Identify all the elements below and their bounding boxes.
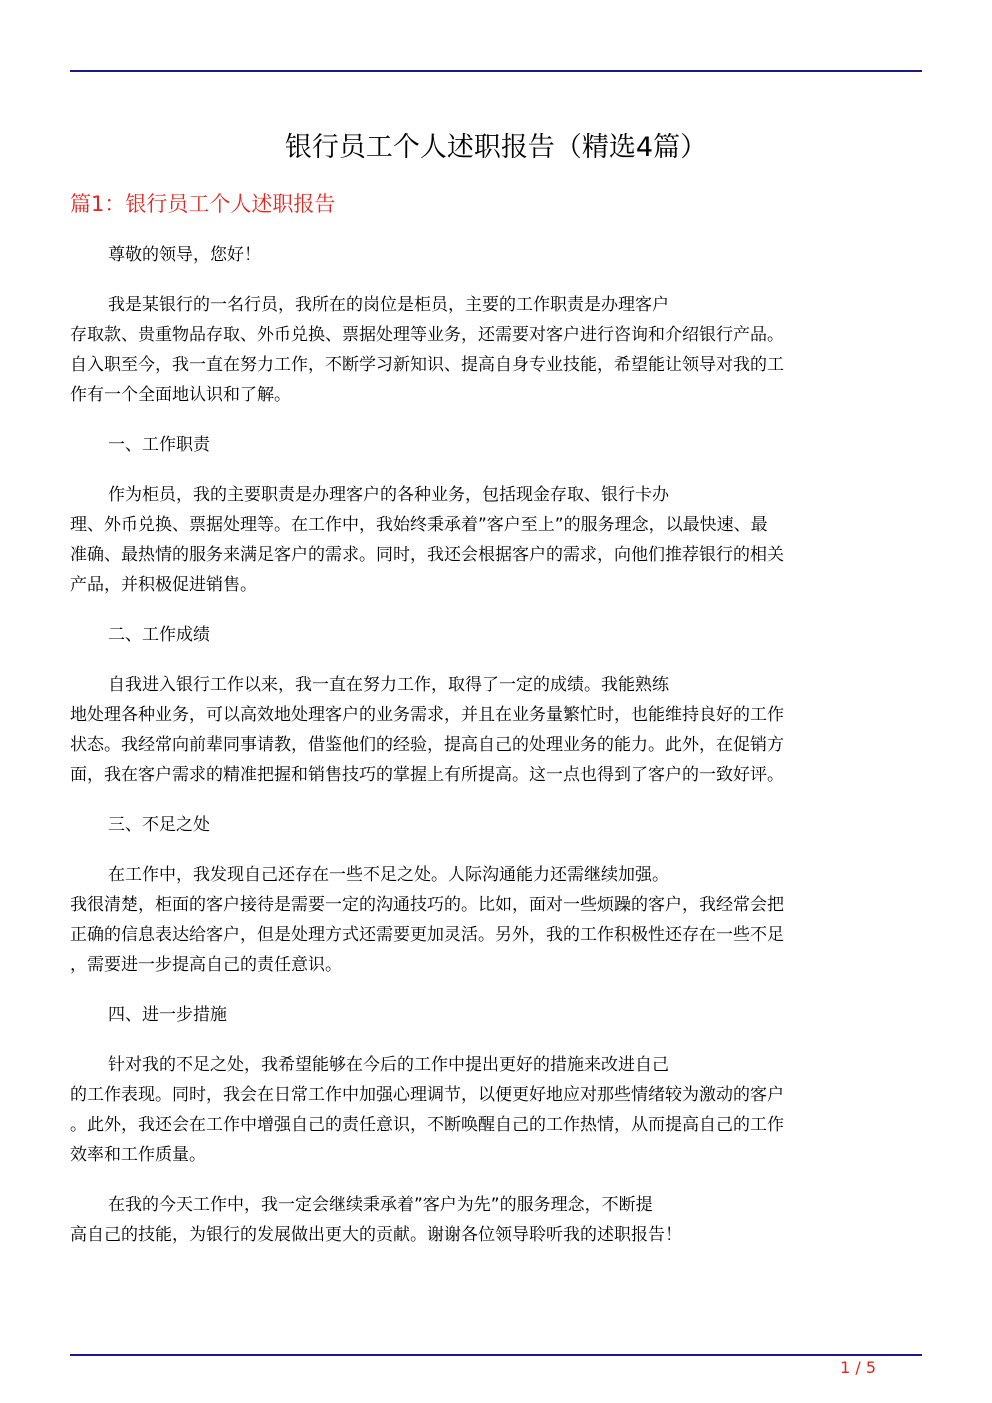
paragraph-shortcomings [70, 860, 912, 980]
subheading-text: 二、工作成绩 [108, 625, 210, 645]
subheading-measures [70, 1000, 912, 1030]
paragraph-line: 。此外，我还会在工作中增强自己的责任意识，不断唤醒自己的工作热情，从而提高自己的工作 [70, 1115, 784, 1135]
paragraph-line: 作为柜员，我的主要职责是办理客户的各种业务，包括现金存取、银行卡办 [108, 485, 669, 505]
section-title: 篇1：银行员工个人述职报告 [70, 192, 336, 216]
paragraph-responsibilities [70, 480, 912, 600]
paragraph-greeting [70, 240, 912, 270]
document-body [70, 240, 912, 1270]
subheading-shortcomings [70, 810, 912, 840]
header-rule [70, 70, 922, 72]
paragraph-line: 理、外币兑换、票据处理等。在工作中，我始终秉承着”客户至上”的服务理念，以最快速、最 [70, 515, 768, 535]
paragraph-line: 产品，并积极促进销售。 [70, 575, 257, 595]
paragraph-line: 的工作表现。同时，我会在日常工作中加强心理调节，以便更好地应对那些情绪较为激动的客户 [70, 1085, 784, 1105]
paragraph-line: 在我的今天工作中，我一定会继续秉承着”客户为先”的服务理念，不断提 [108, 1195, 653, 1215]
paragraph-line: 存取款、贵重物品存取、外币兑换、票据处理等业务，还需要对客户进行咨询和介绍银行产品。 [70, 325, 784, 345]
page-number: 1 / 5 [840, 1358, 876, 1377]
subheading-text: 四、进一步措施 [108, 1005, 227, 1025]
paragraph-line: 效率和工作质量。 [70, 1145, 206, 1165]
paragraph-line: 自我进入银行工作以来，我一直在努力工作，取得了一定的成绩。我能熟练 [108, 675, 669, 695]
paragraph-measures [70, 1050, 912, 1170]
subheading-achievements [70, 620, 912, 650]
paragraph-line: 高自己的技能，为银行的发展做出更大的贡献。谢谢各位领导聆听我的述职报告！ [70, 1225, 682, 1245]
paragraph-line: 状态。我经常向前辈同事请教，借鉴他们的经验，提高自己的处理业务的能力。此外，在促销方 [70, 735, 784, 755]
paragraph-line: 在工作中，我发现自己还存在一些不足之处。人际沟通能力还需继续加强。 [108, 865, 669, 885]
paragraph-line: 针对我的不足之处，我希望能够在今后的工作中提出更好的措施来改进自己 [108, 1055, 669, 1075]
footer-rule [70, 1354, 922, 1356]
paragraph-line: 正确的信息表达给客户，但是处理方式还需要更加灵活。另外，我的工作积极性还存在一些不足 [70, 925, 784, 945]
subheading-text: 三、不足之处 [108, 815, 210, 835]
paragraph-closing [70, 1190, 912, 1250]
paragraph-achievements [70, 670, 912, 790]
paragraph-intro [70, 290, 912, 410]
paragraph-line: 准确、最热情的服务来满足客户的需求。同时，我还会根据客户的需求，向他们推荐银行的相关 [70, 545, 784, 565]
subheading-text: 一、工作职责 [108, 435, 210, 455]
paragraph-line: ，需要进一步提高自己的责任意识。 [70, 955, 342, 975]
paragraph-line: 作有一个全面地认识和了解。 [70, 385, 291, 405]
paragraph-line: 我很清楚，柜面的客户接待是需要一定的沟通技巧的。比如，面对一些烦躁的客户，我经常会把 [70, 895, 784, 915]
document-title: 银行员工个人述职报告（精选4篇） [284, 132, 708, 163]
paragraph-line: 面，我在客户需求的精准把握和销售技巧的掌握上有所提高。这一点也得到了客户的一致好评。 [70, 765, 784, 785]
paragraph-line: 地处理各种业务，可以高效地处理客户的业务需求，并且在业务量繁忙时，也能维持良好的工作 [70, 705, 784, 725]
paragraph-line: 自入职至今，我一直在努力工作，不断学习新知识、提高自身专业技能，希望能让领导对我的工 [70, 355, 784, 375]
paragraph-line: 尊敬的领导，您好！ [108, 245, 261, 265]
paragraph-line: 我是某银行的一名行员，我所在的岗位是柜员，主要的工作职责是办理客户 [108, 295, 669, 315]
subheading-responsibilities [70, 430, 912, 460]
